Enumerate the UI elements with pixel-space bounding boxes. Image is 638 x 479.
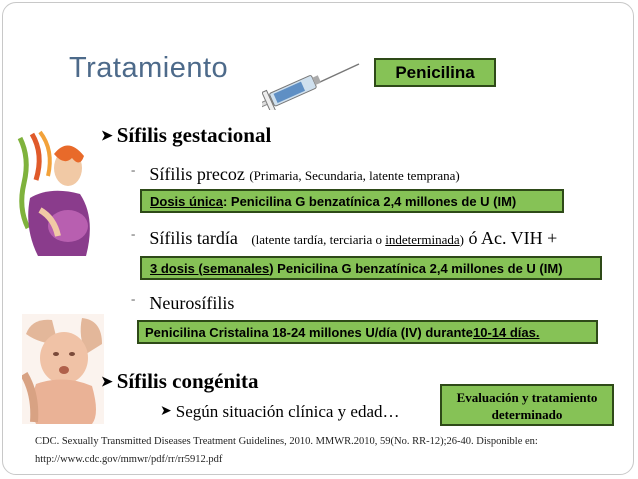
note-post: ) xyxy=(459,232,464,247)
sub-segun-situacion xyxy=(160,402,400,422)
box-penicilina-cristalina xyxy=(137,320,598,344)
sub-note xyxy=(251,232,464,247)
citation-footer xyxy=(35,433,615,469)
dash-bullet-icon: - xyxy=(131,226,136,241)
box-text: ) Penicilina G benzatínica 2,4 millones de U (IM) xyxy=(269,260,563,276)
sub-main: Sífilis tardía xyxy=(149,228,238,248)
box-tres-dosis xyxy=(140,256,602,280)
dash-bullet-icon: - xyxy=(131,291,136,306)
arrow-bullet-icon: ➤ xyxy=(101,129,113,144)
eval-line-2: determinado xyxy=(491,407,563,422)
note-pre: (latente tardía, terciaria o xyxy=(251,232,386,247)
sub-main: Sífilis precoz xyxy=(149,164,245,184)
dash-bullet-icon: - xyxy=(131,162,136,177)
penicilina-badge: Penicilina xyxy=(374,58,496,87)
bullet-sifilis-congenita xyxy=(101,369,259,394)
box-underlined: 10-14 días. xyxy=(472,324,540,340)
bullet-label: Sífilis congénita xyxy=(116,369,259,393)
baby-photo xyxy=(22,314,104,424)
eval-line-1: Evaluación y tratamiento xyxy=(456,390,598,405)
citation-line-1: CDC. Sexually Transmitted Diseases Treatment Guidelines, 2010. MMWR.2010, 59(No. RR-12);26-40. Disponible en: xyxy=(35,436,538,447)
box-text: Penicilina Cristalina 18-24 millones U/día (IV) durante xyxy=(145,324,473,340)
box-dosis-unica xyxy=(140,189,564,213)
sub-main: Neurosífilis xyxy=(149,293,235,313)
bullet-sifilis-gestacional xyxy=(101,123,271,148)
note-underlined: indeterminada xyxy=(385,232,460,247)
sub-sifilis-tardia xyxy=(131,226,557,249)
evaluacion-box xyxy=(440,384,614,426)
syringe-icon xyxy=(262,60,362,110)
box-label: 3 dosis (semanales xyxy=(150,260,270,276)
pregnant-woman-illustration xyxy=(10,128,96,258)
box-text: : Penicilina G benzatínica 2,4 millones de U (IM) xyxy=(222,193,517,209)
sub-main: Según situación clínica y edad… xyxy=(175,402,400,421)
sub-neurosifilis xyxy=(131,291,234,314)
slide-title: Tratamiento xyxy=(69,52,229,84)
arrow-bullet-icon: ➤ xyxy=(101,375,113,390)
bullet-label: Sífilis gestacional xyxy=(116,123,272,147)
box-label: Dosis única xyxy=(150,193,223,209)
sub-tail: ó Ac. VIH + xyxy=(463,228,558,248)
sub-note: (Primaria, Secundaria, latente temprana) xyxy=(249,168,460,183)
arrow-bullet-icon: ➤ xyxy=(160,404,172,419)
sub-sifilis-precoz xyxy=(131,162,460,185)
citation-url: http://www.cdc.gov/mmwr/pdf/rr/rr5912.pdf xyxy=(35,454,223,465)
